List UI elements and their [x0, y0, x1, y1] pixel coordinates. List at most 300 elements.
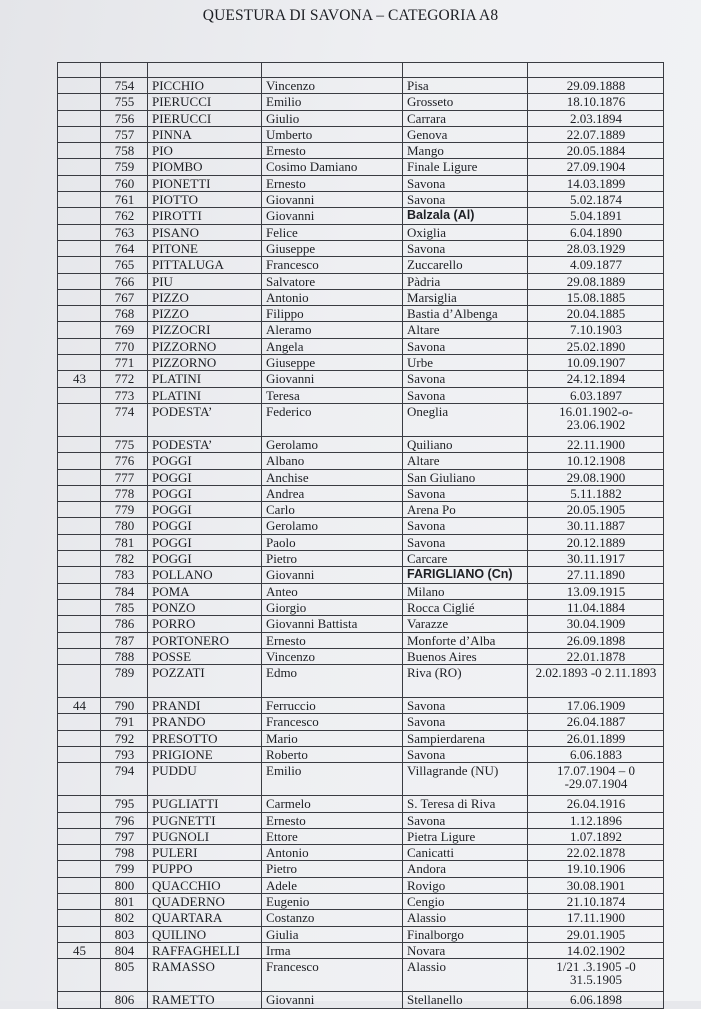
table-row: [58, 698, 664, 714]
group-cell: [58, 436, 101, 452]
first-name-cell: Ettore: [262, 828, 403, 844]
first-name-cell: Antonio: [262, 289, 403, 305]
surname-cell: POZZATI: [148, 665, 262, 698]
record-number: 797: [101, 828, 148, 844]
surname-cell: PULERI: [148, 845, 262, 861]
surname-cell: PIERUCCI: [148, 110, 262, 126]
group-cell: [58, 224, 101, 240]
birthplace-cell: Finalborgo: [403, 926, 528, 942]
first-name-cell: Mario: [262, 730, 403, 746]
table-row: [58, 648, 664, 664]
first-name-cell: Andrea: [262, 485, 403, 501]
birthplace-cell: Bastia d’Albenga: [403, 306, 528, 322]
surname-cell: POGGI: [148, 534, 262, 550]
table-row: [58, 665, 664, 698]
first-name-cell: Giulia: [262, 926, 403, 942]
group-cell: [58, 926, 101, 942]
table-row: [58, 845, 664, 861]
table-row: [58, 746, 664, 762]
birthplace-cell: Andora: [403, 861, 528, 877]
table-row: [58, 355, 664, 371]
birthplace-cell: Buenos Aires: [403, 648, 528, 664]
birthplace-cell: Savona: [403, 812, 528, 828]
table-top-row: [58, 63, 664, 78]
group-cell: [58, 159, 101, 175]
birthdate-cell: 2.02.1893 -0 2.11.1893: [528, 665, 664, 698]
record-number: 776: [101, 453, 148, 469]
birthdate-cell: 5.11.1882: [528, 485, 664, 501]
record-number: 766: [101, 273, 148, 289]
group-cell: [58, 453, 101, 469]
birthdate-cell: 30.11.1887: [528, 518, 664, 534]
record-number: 781: [101, 534, 148, 550]
table-row: [58, 518, 664, 534]
first-name-cell: Teresa: [262, 387, 403, 403]
surname-cell: PISANO: [148, 224, 262, 240]
surname-cell: PUGNOLI: [148, 828, 262, 844]
first-name-cell: Ferruccio: [262, 698, 403, 714]
surname-cell: PORRO: [148, 616, 262, 632]
record-number: 755: [101, 94, 148, 110]
surname-cell: QUADERNO: [148, 894, 262, 910]
surname-cell: PIOMBO: [148, 159, 262, 175]
surname-cell: QUARTARA: [148, 910, 262, 926]
surname-cell: POGGI: [148, 485, 262, 501]
birthplace-cell: Altare: [403, 453, 528, 469]
birthplace-cell: Savona: [403, 746, 528, 762]
table-row: [58, 959, 664, 992]
surname-cell: PINNA: [148, 126, 262, 142]
birthdate-cell: 1.07.1892: [528, 828, 664, 844]
birthdate-cell: 4.09.1877: [528, 257, 664, 273]
record-number: 782: [101, 551, 148, 567]
birthplace-cell: Savona: [403, 240, 528, 256]
table-row: [58, 599, 664, 615]
group-cell: [58, 648, 101, 664]
record-number: 778: [101, 485, 148, 501]
first-name-cell: Giovanni: [262, 192, 403, 208]
birthdate-cell: 30.04.1909: [528, 616, 664, 632]
surname-cell: POSSE: [148, 648, 262, 664]
table-row: [58, 387, 664, 403]
surname-cell: PITONE: [148, 240, 262, 256]
first-name-cell: Carlo: [262, 502, 403, 518]
birthplace-cell: Balzala (Al): [403, 208, 528, 224]
group-cell: 45: [58, 942, 101, 958]
birthdate-cell: 10.12.1908: [528, 453, 664, 469]
group-cell: [58, 322, 101, 338]
birthdate-cell: 20.05.1884: [528, 143, 664, 159]
birthdate-cell: 15.08.1885: [528, 289, 664, 305]
empty-cell: [148, 63, 262, 78]
record-number: 786: [101, 616, 148, 632]
group-cell: [58, 992, 101, 1008]
surname-cell: POGGI: [148, 502, 262, 518]
record-number: 757: [101, 126, 148, 142]
first-name-cell: Eugenio: [262, 894, 403, 910]
record-number: 788: [101, 648, 148, 664]
group-cell: [58, 240, 101, 256]
birthdate-cell: 27.11.1890: [528, 567, 664, 583]
birthdate-cell: 17.07.1904 – 0 -29.07.1904: [528, 763, 664, 796]
group-cell: 43: [58, 371, 101, 387]
first-name-cell: Felice: [262, 224, 403, 240]
record-number: 796: [101, 812, 148, 828]
birthplace-cell: Savona: [403, 371, 528, 387]
first-name-cell: Paolo: [262, 534, 403, 550]
birthdate-cell: 25.02.1890: [528, 338, 664, 354]
table-row: [58, 143, 664, 159]
surname-cell: PICCHIO: [148, 78, 262, 94]
record-number: 771: [101, 355, 148, 371]
birthdate-cell: 29.08.1889: [528, 273, 664, 289]
first-name-cell: Albano: [262, 453, 403, 469]
birthplace-cell: Arena Po: [403, 502, 528, 518]
birthplace-cell: Rovigo: [403, 877, 528, 893]
record-number: 769: [101, 322, 148, 338]
group-cell: [58, 338, 101, 354]
record-number: 772: [101, 371, 148, 387]
document-title: QUESTURA DI SAVONA – CATEGORIA A8: [202, 7, 499, 24]
birthdate-cell: 6.03.1897: [528, 387, 664, 403]
record-number: 787: [101, 632, 148, 648]
birthplace-cell: Savona: [403, 338, 528, 354]
table-row: [58, 126, 664, 142]
empty-cell: [528, 63, 664, 78]
birthplace-cell: Pàdria: [403, 273, 528, 289]
birthplace-cell: Savona: [403, 698, 528, 714]
first-name-cell: Giovanni Battista: [262, 616, 403, 632]
surname-cell: PIO: [148, 143, 262, 159]
surname-cell: POGGI: [148, 518, 262, 534]
first-name-cell: Cosimo Damiano: [262, 159, 403, 175]
first-name-cell: Vincenzo: [262, 78, 403, 94]
birthplace-cell: Savona: [403, 192, 528, 208]
table-row: [58, 894, 664, 910]
group-cell: [58, 403, 101, 436]
record-number: 792: [101, 730, 148, 746]
group-cell: [58, 861, 101, 877]
first-name-cell: Anteo: [262, 583, 403, 599]
first-name-cell: Emilio: [262, 763, 403, 796]
empty-cell: [262, 63, 403, 78]
surname-cell: POLLANO: [148, 567, 262, 583]
group-cell: 44: [58, 698, 101, 714]
surname-cell: PRESOTTO: [148, 730, 262, 746]
first-name-cell: Gerolamo: [262, 518, 403, 534]
first-name-cell: Pietro: [262, 861, 403, 877]
group-cell: [58, 877, 101, 893]
record-number: 758: [101, 143, 148, 159]
first-name-cell: Edmo: [262, 665, 403, 698]
first-name-cell: Filippo: [262, 306, 403, 322]
birthplace-cell: Marsiglia: [403, 289, 528, 305]
surname-cell: QUILINO: [148, 926, 262, 942]
surname-cell: PLATINI: [148, 371, 262, 387]
group-cell: [58, 94, 101, 110]
birthdate-cell: 21.10.1874: [528, 894, 664, 910]
surname-cell: PITTALUGA: [148, 257, 262, 273]
surname-cell: RAFFAGHELLI: [148, 942, 262, 958]
record-number: 768: [101, 306, 148, 322]
table-row: [58, 338, 664, 354]
record-number: 760: [101, 175, 148, 191]
birthdate-cell: 17.11.1900: [528, 910, 664, 926]
table-row: [58, 502, 664, 518]
birthplace-cell: Oxiglia: [403, 224, 528, 240]
surname-cell: POGGI: [148, 453, 262, 469]
birthdate-cell: 2.03.1894: [528, 110, 664, 126]
group-cell: [58, 796, 101, 812]
registry-rows: [58, 63, 664, 1009]
group-cell: [58, 714, 101, 730]
birthdate-cell: 13.09.1915: [528, 583, 664, 599]
birthdate-cell: 19.10.1906: [528, 861, 664, 877]
birthplace-cell: Rocca Ciglié: [403, 599, 528, 615]
birthplace-cell: Stellanello: [403, 992, 528, 1008]
group-cell: [58, 208, 101, 224]
record-number: 761: [101, 192, 148, 208]
birthplace-cell: Alassio: [403, 910, 528, 926]
birthdate-cell: 29.01.1905: [528, 926, 664, 942]
birthplace-cell: Urbe: [403, 355, 528, 371]
first-name-cell: Giovanni: [262, 371, 403, 387]
birthdate-cell: 10.09.1907: [528, 355, 664, 371]
birthplace-cell: Riva (RO): [403, 665, 528, 698]
birthplace-cell: Alassio: [403, 959, 528, 992]
birthplace-cell: Novara: [403, 942, 528, 958]
record-number: 759: [101, 159, 148, 175]
table-row: [58, 224, 664, 240]
empty-cell: [58, 63, 101, 78]
birthplace-cell: Grosseto: [403, 94, 528, 110]
group-cell: [58, 469, 101, 485]
group-cell: [58, 746, 101, 762]
table-row: [58, 763, 664, 796]
first-name-cell: Gerolamo: [262, 436, 403, 452]
record-number: 767: [101, 289, 148, 305]
group-cell: [58, 599, 101, 615]
record-number: 803: [101, 926, 148, 942]
record-number: 783: [101, 567, 148, 583]
group-cell: [58, 730, 101, 746]
birthplace-cell: Canicatti: [403, 845, 528, 861]
group-cell: [58, 894, 101, 910]
table-row: [58, 551, 664, 567]
table-row: [58, 714, 664, 730]
birthdate-cell: 26.09.1898: [528, 632, 664, 648]
group-cell: [58, 828, 101, 844]
birthplace-cell: FARIGLIANO (Cn): [403, 567, 528, 583]
record-number: 789: [101, 665, 148, 698]
record-number: 779: [101, 502, 148, 518]
group-cell: [58, 192, 101, 208]
first-name-cell: Ernesto: [262, 812, 403, 828]
birthdate-cell: 26.04.1916: [528, 796, 664, 812]
table-row: [58, 436, 664, 452]
record-number: 754: [101, 78, 148, 94]
table-row: [58, 289, 664, 305]
birthplace-cell: Varazze: [403, 616, 528, 632]
birthplace-cell: Finale Ligure: [403, 159, 528, 175]
birthdate-cell: 14.03.1899: [528, 175, 664, 191]
record-number: 791: [101, 714, 148, 730]
record-number: 777: [101, 469, 148, 485]
birthdate-cell: 6.06.1898: [528, 992, 664, 1008]
birthplace-cell: Sampierdarena: [403, 730, 528, 746]
first-name-cell: Salvatore: [262, 273, 403, 289]
first-name-cell: Francesco: [262, 714, 403, 730]
birthdate-cell: 22.01.1878: [528, 648, 664, 664]
birthplace-cell: S. Teresa di Riva: [403, 796, 528, 812]
table-row: [58, 175, 664, 191]
birthplace-cell: Savona: [403, 714, 528, 730]
birthdate-cell: 20.12.1889: [528, 534, 664, 550]
table-row: [58, 469, 664, 485]
surname-cell: PIU: [148, 273, 262, 289]
surname-cell: PRANDI: [148, 698, 262, 714]
group-cell: [58, 273, 101, 289]
surname-cell: PUDDU: [148, 763, 262, 796]
first-name-cell: Antonio: [262, 845, 403, 861]
birthdate-cell: 24.12.1894: [528, 371, 664, 387]
record-number: 804: [101, 942, 148, 958]
group-cell: [58, 551, 101, 567]
first-name-cell: Irma: [262, 942, 403, 958]
group-cell: [58, 567, 101, 583]
birthdate-cell: 22.02.1878: [528, 845, 664, 861]
birthplace-cell: Savona: [403, 175, 528, 191]
birthplace-cell: Oneglia: [403, 403, 528, 436]
birthplace-cell: Pietra Ligure: [403, 828, 528, 844]
birthplace-cell: Carrara: [403, 110, 528, 126]
surname-cell: PIERUCCI: [148, 94, 262, 110]
surname-cell: PRIGIONE: [148, 746, 262, 762]
first-name-cell: Giovanni: [262, 992, 403, 1008]
group-cell: [58, 110, 101, 126]
first-name-cell: Giovanni: [262, 208, 403, 224]
record-number: 764: [101, 240, 148, 256]
first-name-cell: Ernesto: [262, 632, 403, 648]
table-row: [58, 208, 664, 224]
record-number: 798: [101, 845, 148, 861]
first-name-cell: Emilio: [262, 94, 403, 110]
birthplace-cell: Savona: [403, 518, 528, 534]
record-number: 801: [101, 894, 148, 910]
group-cell: [58, 632, 101, 648]
birthdate-cell: 28.03.1929: [528, 240, 664, 256]
surname-cell: RAMASSO: [148, 959, 262, 992]
surname-cell: PIZZOCRI: [148, 322, 262, 338]
table-row: [58, 812, 664, 828]
group-cell: [58, 583, 101, 599]
birthdate-cell: 7.10.1903: [528, 322, 664, 338]
surname-cell: PRANDO: [148, 714, 262, 730]
record-number: 802: [101, 910, 148, 926]
group-cell: [58, 306, 101, 322]
birthplace-cell: Pisa: [403, 78, 528, 94]
first-name-cell: Giulio: [262, 110, 403, 126]
record-number: 800: [101, 877, 148, 893]
birthdate-cell: 17.06.1909: [528, 698, 664, 714]
group-cell: [58, 910, 101, 926]
record-number: 770: [101, 338, 148, 354]
table-row: [58, 322, 664, 338]
group-cell: [58, 665, 101, 698]
table-row: [58, 942, 664, 958]
record-number: 763: [101, 224, 148, 240]
surname-cell: PIZZO: [148, 289, 262, 305]
group-cell: [58, 616, 101, 632]
surname-cell: PODESTA’: [148, 403, 262, 436]
record-number: 774: [101, 403, 148, 436]
surname-cell: PUGLIATTI: [148, 796, 262, 812]
record-number: 793: [101, 746, 148, 762]
table-row: [58, 453, 664, 469]
group-cell: [58, 485, 101, 501]
record-number: 775: [101, 436, 148, 452]
first-name-cell: Giovanni: [262, 567, 403, 583]
record-number: 756: [101, 110, 148, 126]
group-cell: [58, 289, 101, 305]
surname-cell: PORTONERO: [148, 632, 262, 648]
surname-cell: PIONETTI: [148, 175, 262, 191]
birthdate-cell: 1/21 .3.1905 -0 31.5.1905: [528, 959, 664, 992]
birthdate-cell: 5.02.1874: [528, 192, 664, 208]
record-number: 762: [101, 208, 148, 224]
birthdate-cell: 14.02.1902: [528, 942, 664, 958]
birthplace-cell: Milano: [403, 583, 528, 599]
birthdate-cell: 18.10.1876: [528, 94, 664, 110]
registry-table: [57, 62, 664, 1009]
surname-cell: POGGI: [148, 469, 262, 485]
birthplace-cell: Altare: [403, 322, 528, 338]
table-row: [58, 877, 664, 893]
first-name-cell: Adele: [262, 877, 403, 893]
record-number: 784: [101, 583, 148, 599]
first-name-cell: Roberto: [262, 746, 403, 762]
table-row: [58, 192, 664, 208]
group-cell: [58, 78, 101, 94]
first-name-cell: Ernesto: [262, 175, 403, 191]
group-cell: [58, 355, 101, 371]
table-row: [58, 273, 664, 289]
surname-cell: PONZO: [148, 599, 262, 615]
surname-cell: PLATINI: [148, 387, 262, 403]
table-row: [58, 78, 664, 94]
group-cell: [58, 175, 101, 191]
birthdate-cell: 29.09.1888: [528, 78, 664, 94]
table-row: [58, 306, 664, 322]
birthdate-cell: 11.04.1884: [528, 599, 664, 615]
first-name-cell: Giuseppe: [262, 355, 403, 371]
empty-cell: [403, 63, 528, 78]
table-row: [58, 534, 664, 550]
birthdate-cell: 26.04.1887: [528, 714, 664, 730]
table-row: [58, 861, 664, 877]
table-row: [58, 616, 664, 632]
table-row: [58, 403, 664, 436]
record-number: 799: [101, 861, 148, 877]
birthplace-cell: Savona: [403, 387, 528, 403]
first-name-cell: Pietro: [262, 551, 403, 567]
birthdate-cell: 20.04.1885: [528, 306, 664, 322]
birthplace-cell: San Giuliano: [403, 469, 528, 485]
birthplace-cell: Carcare: [403, 551, 528, 567]
birthdate-cell: 26.01.1899: [528, 730, 664, 746]
group-cell: [58, 959, 101, 992]
group-cell: [58, 387, 101, 403]
